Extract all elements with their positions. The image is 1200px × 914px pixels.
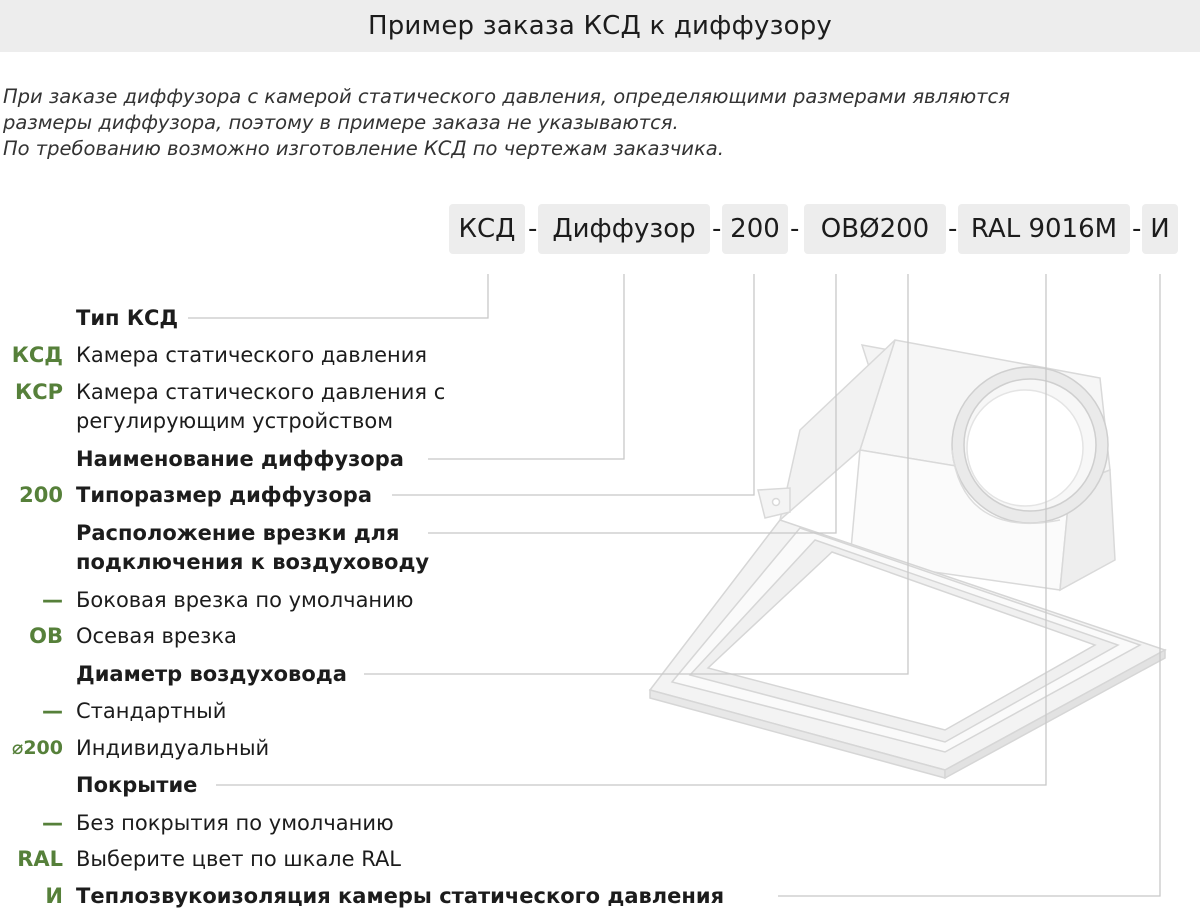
legend-text: Типоразмер диффузора: [76, 483, 372, 507]
legend-text: Камера статического давления с: [76, 380, 446, 404]
note-line-3: По требованию возможно изготовление КСД по чертежам заказчика.: [3, 137, 724, 160]
code-separator: -: [528, 214, 538, 244]
legend-code: —: [42, 588, 63, 612]
legend-row-insulation: [0, 881, 724, 911]
page-title: Пример заказа КСД к диффузору: [0, 0, 1200, 52]
legend-code: КСД: [11, 343, 63, 367]
legend-text-continuation: подключения к воздуховоду: [76, 550, 430, 574]
note-line-1: При заказе диффузора с камерой статического давления, определяющими размерами являются: [3, 85, 1010, 108]
legend-row-ral: [0, 844, 401, 874]
code-chip-size: 200: [722, 204, 788, 254]
legend-text: Осевая врезка: [76, 624, 237, 648]
code-chip-diffuser: Диффузор: [538, 204, 710, 254]
legend-text: Выберите цвет по шкале RAL: [76, 847, 402, 871]
legend-row-axial-connection: [0, 621, 237, 651]
legend-row-ksd: [0, 340, 427, 370]
code-separator: -: [1132, 214, 1142, 244]
legend-row-connection-heading: [0, 518, 400, 548]
leader-line-diffuser: [428, 274, 624, 459]
legend-row-side-connection: [0, 585, 414, 615]
legend-row-diameter-heading: [0, 659, 347, 689]
legend-row-size: [0, 480, 372, 510]
legend-text: Стандартный: [76, 699, 227, 723]
leader-line-size: [392, 274, 754, 495]
code-separator: -: [948, 214, 958, 244]
code-chip-coating: RAL 9016M: [958, 204, 1130, 254]
duct-spigot-drawing: [952, 367, 1108, 523]
legend-code: 200: [19, 483, 63, 507]
code-separator: -: [790, 214, 800, 244]
legend-row-custom-diameter: [0, 733, 269, 763]
legend-code: ОВ: [29, 624, 63, 648]
legend-text: Покрытие: [76, 773, 198, 797]
legend-text: Диаметр воздуховода: [76, 662, 347, 686]
legend-code: КСР: [15, 380, 63, 404]
legend-text: Боковая врезка по умолчанию: [76, 588, 414, 612]
legend-row-diffuser-name-heading: [0, 444, 404, 474]
legend-text: Индивидуальный: [76, 736, 270, 760]
legend-row-ksr: [0, 377, 445, 407]
legend-row-no-coating: [0, 808, 394, 838]
legend-code: —: [42, 699, 63, 723]
legend-text-continuation: регулирующим устройством: [76, 409, 394, 433]
legend-text: Камера статического давления: [76, 343, 428, 367]
legend-row-type-heading: [0, 303, 178, 333]
legend-row-standard-diameter: [0, 696, 226, 726]
legend-code: ⌀200: [11, 737, 63, 759]
legend-text: Расположение врезки для: [76, 521, 400, 545]
note-line-2: размеры диффузора, поэтому в примере заказа не указываются.: [3, 111, 679, 134]
legend-text: Теплозвукоизоляция камеры статического давления: [76, 884, 725, 908]
legend-code: —: [42, 811, 63, 835]
legend-text: Без покрытия по умолчанию: [76, 811, 394, 835]
legend-text: Тип КСД: [76, 306, 179, 330]
legend-text: Наименование диффузора: [76, 447, 404, 471]
code-separator: -: [712, 214, 722, 244]
legend-row-coating-heading: [0, 770, 197, 800]
code-chip-type: КСД: [449, 204, 525, 254]
code-chip-insulation: И: [1142, 204, 1178, 254]
leader-line-type: [188, 274, 488, 318]
legend-code: И: [45, 884, 63, 908]
legend-code: RAL: [17, 847, 63, 871]
code-chip-connection: ОВØ200: [804, 204, 946, 254]
